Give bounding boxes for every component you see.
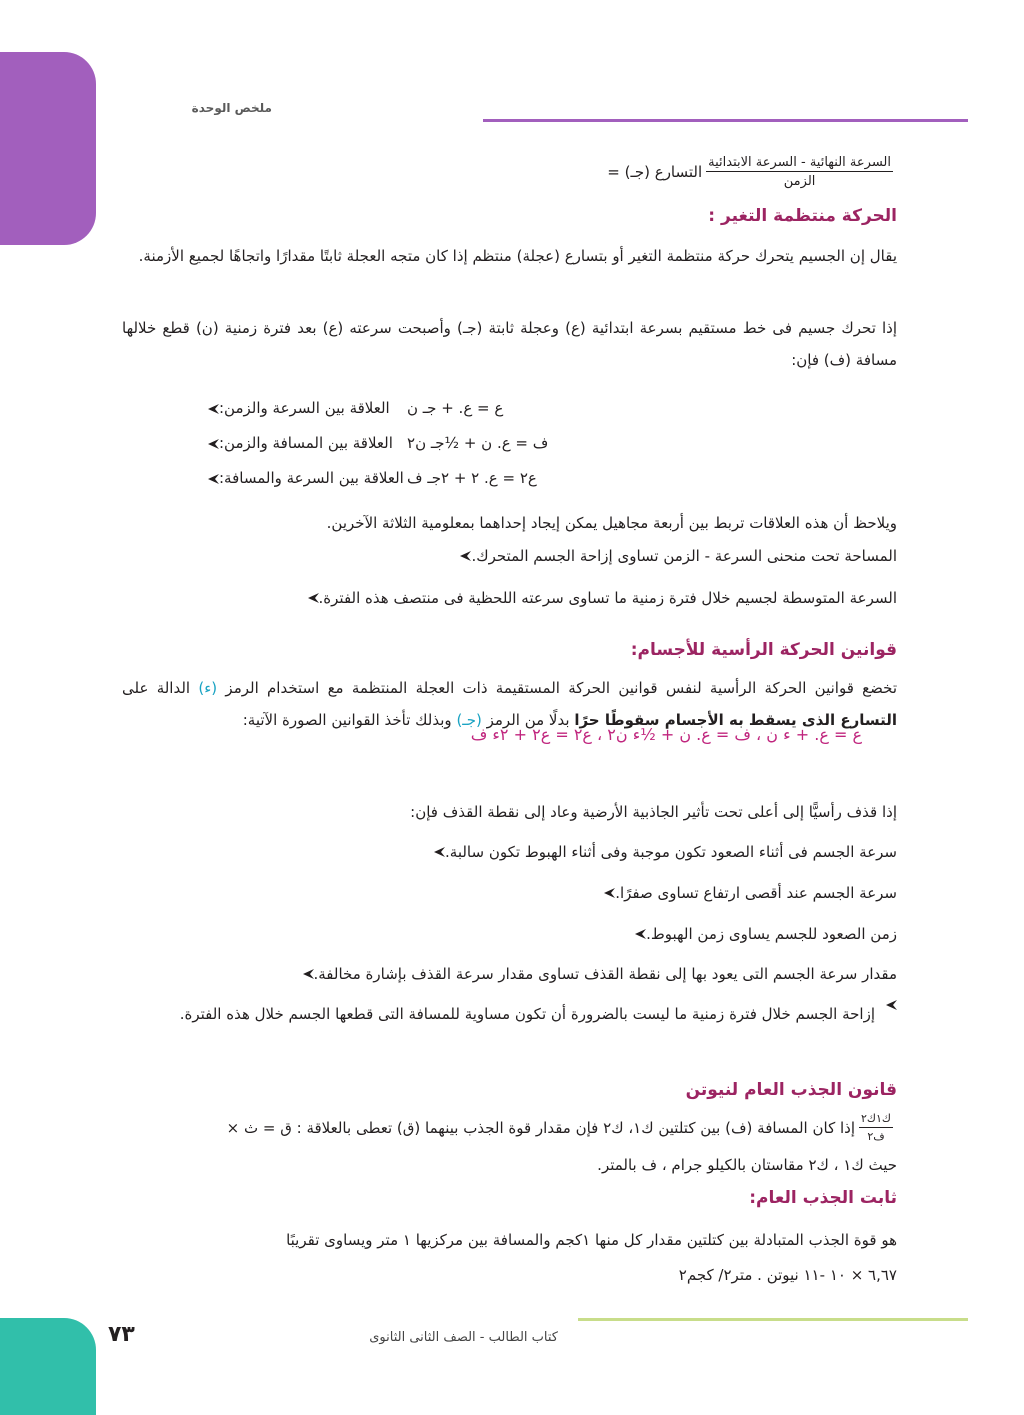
page-corner-tab xyxy=(0,1318,96,1415)
gravity-units: حيث ك١ ، ك٢ مقاستان بالكيلو جرام ، ف بالمتر. xyxy=(597,1156,897,1174)
arrowhead-icon xyxy=(302,968,314,980)
arrowhead-icon xyxy=(603,887,615,899)
bullet-text: مقدار سرعة الجسم التى يعود بها إلى نقطة القذف تساوى مقدار سرعة القذف بإشارة مخالفة. xyxy=(313,965,897,983)
gravity-denominator: ف٢ xyxy=(867,1130,885,1143)
arrowhead-icon xyxy=(207,438,219,450)
relation-row xyxy=(197,460,897,495)
arrowhead-icon xyxy=(307,592,319,604)
bullet-text: إزاحة الجسم خلال فترة زمنية ما ليست بالضرورة أن تكون مساوية للمسافة التى قطعها الجسم خلال هذه الفترة. xyxy=(179,1005,875,1023)
relations-list xyxy=(197,390,897,495)
free-fall-emphasis: التسارع الذى يسقط به الأجسام سقوطًا حرًا xyxy=(574,711,897,729)
bullet-text: المساحة تحت منحنى السرعة - الزمن تساوى إزاحة الجسم المتحرك. xyxy=(471,547,897,565)
arrowhead-icon xyxy=(459,550,471,562)
vertical-text: الدالة على xyxy=(122,679,191,697)
gravity-heading: قانون الجذب العام لنيوتن xyxy=(685,1080,897,1100)
arrowhead-icon xyxy=(433,846,445,858)
vertical-text: بدلًا من الرمز xyxy=(486,711,570,729)
uniform-motion-heading: الحركة منتظمة التغير : xyxy=(708,206,897,226)
arrowhead-icon xyxy=(207,473,219,485)
vertical-motion-heading: قوانين الحركة الرأسية للأجسام: xyxy=(630,640,897,660)
formula-denominator: الزمن xyxy=(783,174,816,189)
relation-equation: ف = ع. ن + ½جـ ن٢ xyxy=(407,433,549,452)
bullet-item xyxy=(122,998,897,1030)
arrowhead-icon xyxy=(885,999,897,1011)
constant-definition: هو قوة الجذب المتبادلة بين كتلتين مقدار كل منها ١كجم والمسافة بين مركزيها ١ متر ويساوى تقريبًا xyxy=(286,1231,897,1249)
page-number: ٧٣ xyxy=(108,1322,135,1347)
gravity-numerator: ك١ك٢ xyxy=(859,1112,893,1128)
relation-label: العلاقة بين المسافة والزمن: xyxy=(219,433,393,452)
relation-equation: ع = ع. + جـ ن xyxy=(407,398,504,417)
bullet-item xyxy=(297,582,897,614)
bullet-text: زمن الصعود للجسم يساوى زمن الهبوط. xyxy=(646,925,897,943)
header-divider xyxy=(483,119,968,122)
uniform-setup: إذا تحرك جسيم فى خط مستقيم بسرعة ابتدائية (ع) وعجلة ثابتة (جـ) وأصبحت سرعته (ع) بعد فترة زمنية (ن) قطع خلالها مسافة (ف) فإن: xyxy=(122,319,897,369)
footer-book-title: كتاب الطالب - الصف الثانى الثانوى xyxy=(369,1330,558,1345)
formula-numerator: السرعة النهائية - السرعة الابتدائية xyxy=(708,155,891,170)
arrowhead-icon xyxy=(207,403,219,415)
formula-lhs: التسارع (جـ) = xyxy=(607,163,703,181)
relation-equation: ع٢ = ع. ٢ + ٢جـ ف xyxy=(407,468,537,487)
acceleration-formula xyxy=(607,150,897,194)
relation-row xyxy=(197,425,897,460)
bullet-text: سرعة الجسم فى أثناء الصعود تكون موجبة وفى أثناء الهبوط تكون سالبة. xyxy=(445,843,897,861)
relations-note: ويلاحظ أن هذه العلاقات تربط بين أربعة مجاهيل يمكن إيجاد إحداهما بمعلومية الثلاثة الآخرين. xyxy=(326,514,897,532)
vertical-text: وبذلك تأخذ القوانين الصورة الآتية: xyxy=(242,711,452,729)
symbol-j: (جـ) xyxy=(456,711,482,729)
bullet-item xyxy=(593,877,897,909)
gravity-fraction xyxy=(859,1112,893,1144)
formula-fraction xyxy=(706,155,893,189)
chapter-tab xyxy=(0,52,96,245)
arrowhead-icon xyxy=(634,928,646,940)
symbol-d: (ء) xyxy=(198,679,218,697)
bullet-item xyxy=(624,918,897,950)
relation-row xyxy=(197,390,897,425)
bullet-text: سرعة الجسم عند أقصى ارتفاع تساوى صفرًا. xyxy=(615,884,897,902)
bullet-item xyxy=(423,836,897,868)
relation-label: العلاقة بين السرعة والزمن: xyxy=(219,398,390,417)
section-title: ملخص الوحدة xyxy=(191,101,272,115)
gravity-law xyxy=(227,1112,897,1144)
bullet-text: السرعة المتوسطة لجسيم خلال فترة زمنية ما تساوى سرعته اللحظية فى منتصف هذه الفترة. xyxy=(318,589,897,607)
bullet-item xyxy=(449,540,897,572)
gravity-text: إذا كان المسافة (ف) بين كتلتين ك١، ك٢ فإن مقدار قوة الجذب بينهما (ق) تعطى بالعلاقة : ق = ث × xyxy=(226,1119,855,1137)
bullet-item xyxy=(292,958,898,990)
vertical-equations: ع = ع. + ء ن ، ف = ع. ن + ½ء ن٢ ، ع٢ = ع٢ + ٢ء ف xyxy=(470,725,862,744)
projectile-intro: إذا قذف رأسيًّا إلى أعلى تحت تأثير الجاذبية الأرضية وعاد إلى نقطة القذف فإن: xyxy=(410,803,897,821)
footer-divider xyxy=(578,1318,968,1321)
vertical-text: تخضع قوانين الحركة الرأسية لنفس قوانين الحركة المستقيمة ذات العجلة المنتظمة مع استخدام الرمز xyxy=(225,679,897,697)
constant-value: ٦,٦٧ × ١٠ -١١ نيوتن . متر٢/ كجم٢ xyxy=(678,1266,897,1284)
constant-heading: ثابت الجذب العام: xyxy=(749,1188,897,1208)
relation-label: العلاقة بين السرعة والمسافة: xyxy=(219,468,404,487)
uniform-definition: يقال إن الجسيم يتحرك حركة منتظمة التغير أو بتسارع (عجلة) منتظم إذا كان متجه العجلة ثابتًا مقدارًا واتجاهًا لجميع الأزمنة. xyxy=(138,247,897,265)
